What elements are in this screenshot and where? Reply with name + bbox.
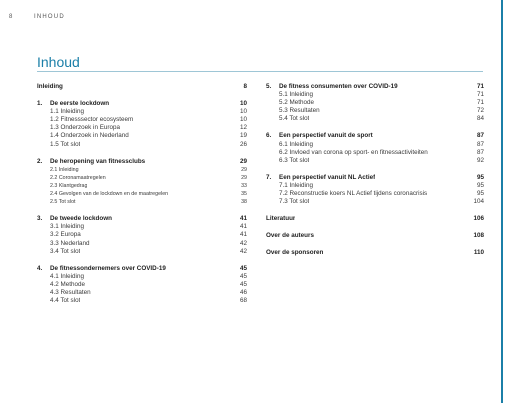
- toc-section: [266, 232, 484, 240]
- toc-section: [266, 174, 484, 206]
- toc-chapter-entry[interactable]: [37, 158, 247, 166]
- toc-subentry-label: 1.5 Tot slot: [50, 140, 81, 148]
- toc-subentry[interactable]: [37, 289, 247, 297]
- toc-subentry-label: 5.2 Methode: [279, 99, 315, 107]
- toc-chapter-entry[interactable]: [266, 249, 484, 257]
- toc-subentry[interactable]: [37, 281, 247, 289]
- toc-page-number: 8: [243, 83, 247, 90]
- toc-chapter-label: [37, 158, 145, 166]
- toc-chapter-title: Literatuur: [266, 215, 296, 223]
- toc-subentry-label: 5.3 Resultaten: [279, 107, 320, 115]
- toc-section: [266, 215, 484, 223]
- toc-subentry-label: 6.2 Invloed van corona op sport- en fitnessactiviteiten: [279, 148, 428, 156]
- toc-subentry-label: 7.1 Inleiding: [279, 181, 313, 189]
- toc-subentry[interactable]: [266, 182, 484, 190]
- toc-chapter-title: De tweede lockdown: [50, 215, 112, 223]
- toc-chapter-number: 2.: [37, 157, 43, 165]
- toc-chapter-entry[interactable]: [266, 132, 484, 140]
- toc-chapter-title: De eerste lockdown: [50, 100, 110, 108]
- toc-subentry[interactable]: [37, 231, 247, 239]
- toc-page-number: 12: [239, 124, 247, 132]
- toc-subentry-label: 2.1 Inleiding: [50, 166, 79, 173]
- toc-chapter-entry[interactable]: [37, 100, 247, 108]
- toc-chapter-title: Inleiding: [37, 83, 63, 90]
- toc-subentry-label: 4.4 Tot slot: [50, 297, 81, 305]
- toc-page-number: 45: [239, 264, 247, 272]
- toc-subentry[interactable]: [37, 248, 247, 256]
- toc-subentry-label: 5.4 Tot slot: [279, 115, 310, 123]
- toc-subentry[interactable]: [266, 141, 484, 149]
- toc-chapter-label: [266, 83, 398, 91]
- toc-section: [37, 83, 247, 91]
- toc-subentry[interactable]: [37, 174, 247, 182]
- toc-subentry[interactable]: [37, 297, 247, 305]
- toc-chapter-title: De fitnessondernemers over COVID-19: [50, 264, 166, 272]
- toc-subentry[interactable]: [266, 99, 484, 107]
- toc-chapter-label: [266, 132, 373, 140]
- toc-chapter-entry[interactable]: [37, 265, 247, 273]
- toc-chapter-label: [37, 100, 109, 108]
- toc-page-number: 106: [473, 215, 484, 223]
- toc-chapter-title: De heropening van fitnessclubs: [50, 157, 146, 165]
- toc-section: [37, 215, 247, 255]
- toc-chapter-title: De fitness consumenten over COVID-19: [279, 83, 398, 90]
- toc-chapter-label: [266, 232, 314, 240]
- toc-chapter-label: [266, 215, 295, 223]
- toc-subentry[interactable]: [37, 132, 247, 140]
- toc-page-number: 71: [476, 83, 484, 90]
- toc-subentry-label: 6.1 Inleiding: [279, 140, 313, 148]
- toc-page-number: 92: [476, 156, 484, 164]
- toc-page-number: 10: [239, 108, 247, 116]
- toc-page-number: 10: [239, 100, 247, 108]
- toc-subentry-label: 3.2 Europa: [50, 231, 81, 239]
- running-header: [9, 14, 65, 20]
- toc-subentry-label: 3.4 Tot slot: [50, 247, 81, 255]
- toc-subentry[interactable]: [37, 240, 247, 248]
- toc-subentry-label: 1.1 Inleiding: [50, 108, 84, 116]
- toc-chapter-number: 6.: [266, 132, 272, 140]
- toc-page-number: 71: [476, 99, 484, 107]
- toc-page-number: 41: [239, 223, 247, 231]
- toc-chapter-label: [266, 249, 323, 257]
- toc-subentry-label: 3.3 Nederland: [50, 239, 90, 247]
- toc-subentry[interactable]: [37, 223, 247, 231]
- toc-subentry-label: 2.4 Gevolgen van de lockdown en de maatregelen: [50, 191, 169, 198]
- toc-subentry[interactable]: [266, 107, 484, 115]
- toc-page-number: 95: [476, 190, 484, 198]
- toc-page-number: 26: [239, 140, 247, 148]
- toc-subentry-label: 4.1 Inleiding: [50, 272, 84, 280]
- toc-page-number: 110: [473, 249, 484, 257]
- toc-subentry[interactable]: [37, 141, 247, 149]
- toc-section: [266, 249, 484, 257]
- toc-chapter-number: 4.: [37, 264, 43, 272]
- toc-subentry-label: 1.2 Fitnesssector ecosysteem: [50, 116, 134, 124]
- toc-page-number: 108: [473, 232, 484, 240]
- toc-subentry-label: 1.3 Onderzoek in Europa: [50, 124, 121, 132]
- toc-chapter-entry[interactable]: [266, 174, 484, 182]
- toc-page-number: 41: [239, 215, 247, 223]
- toc-section: [37, 100, 247, 149]
- toc-chapter-entry[interactable]: [266, 83, 484, 91]
- toc-chapter-title: Over de auteurs: [266, 232, 314, 240]
- running-title: INHOUD: [34, 14, 65, 20]
- toc-chapter-entry[interactable]: [37, 215, 247, 223]
- toc-subentry[interactable]: [266, 149, 484, 157]
- toc-subentry[interactable]: [37, 108, 247, 116]
- toc-page-number: 29: [241, 174, 247, 181]
- toc-page-number: 45: [239, 272, 247, 280]
- toc-chapter-label: [266, 174, 375, 182]
- toc-chapter-entry[interactable]: [266, 232, 484, 240]
- toc-subentry[interactable]: [37, 182, 247, 190]
- toc-page-number: 33: [241, 182, 247, 189]
- toc-section: [37, 265, 247, 305]
- toc-chapter-number: 3.: [37, 215, 43, 223]
- toc-chapter-number: 7.: [266, 173, 272, 181]
- toc-subentry-label: 2.2 Coronamaatregelen: [50, 174, 106, 181]
- toc-chapter-label: [37, 215, 112, 223]
- toc-chapter-entry[interactable]: [37, 83, 247, 91]
- toc-page-number: 84: [476, 115, 484, 123]
- toc-page-number: 72: [476, 107, 484, 115]
- toc-chapter-title: Een perspectief vanuit de sport: [279, 132, 373, 140]
- toc-page-number: 104: [473, 198, 484, 206]
- toc-subentry-label: 3.1 Inleiding: [50, 223, 84, 231]
- toc-chapter-number: 5.: [266, 83, 272, 90]
- page-title: Inhoud: [37, 54, 80, 70]
- toc-page-number: 29: [239, 157, 247, 165]
- toc-subentry-label: 7.2 Reconstructie koers NL Actief tijdens coronacrisis: [279, 190, 428, 198]
- toc-chapter-title: Een perspectief vanuit NL Actief: [279, 173, 376, 181]
- toc-subentry-label: 4.2 Methode: [50, 280, 86, 288]
- toc-subentry[interactable]: [266, 198, 484, 206]
- toc-section: [266, 132, 484, 164]
- page-edge-stripe: [501, 0, 503, 403]
- toc-page-number: 71: [476, 91, 484, 99]
- toc-subentry[interactable]: [266, 190, 484, 198]
- page-number: 8: [9, 14, 14, 20]
- toc-section: [37, 158, 247, 207]
- toc-chapter-label: [37, 265, 166, 273]
- toc-page-number: 35: [241, 191, 247, 198]
- toc-page-number: 42: [239, 239, 247, 247]
- toc-subentry[interactable]: [37, 190, 247, 198]
- toc-page-number: 10: [239, 116, 247, 124]
- toc-left-column: [37, 83, 247, 314]
- toc-page-number: 19: [239, 132, 247, 140]
- toc-page-number: 42: [239, 247, 247, 255]
- toc-page-number: 95: [476, 181, 484, 189]
- toc-subentry[interactable]: [37, 166, 247, 174]
- toc-page-number: 87: [476, 148, 484, 156]
- toc-page-number: 29: [241, 166, 247, 173]
- toc-section: [266, 83, 484, 123]
- toc-page-number: 46: [239, 288, 247, 296]
- toc-right-column: [266, 83, 484, 267]
- toc-subentry-label: 2.3 Klantgedrag: [50, 182, 88, 189]
- toc-page-number: 87: [476, 140, 484, 148]
- toc-subentry-label: 1.4 Onderzoek in Nederland: [50, 132, 129, 140]
- toc-page-number: 38: [241, 199, 247, 206]
- toc-page-number: 95: [476, 173, 484, 181]
- toc-page-number: 41: [239, 231, 247, 239]
- toc-page-number: 87: [476, 132, 484, 140]
- toc-subentry-label: 6.3 Tot slot: [279, 156, 310, 164]
- toc-subentry[interactable]: [266, 91, 484, 99]
- toc-chapter-entry[interactable]: [266, 215, 484, 223]
- toc-page-number: 45: [239, 280, 247, 288]
- toc-subentry[interactable]: [37, 198, 247, 206]
- toc-subentry-label: 5.1 Inleiding: [279, 91, 313, 99]
- toc-subentry[interactable]: [37, 124, 247, 132]
- toc-subentry[interactable]: [37, 273, 247, 281]
- toc-chapter-number: 1.: [37, 100, 43, 108]
- toc-chapter-label: [37, 83, 63, 91]
- toc-subentry[interactable]: [266, 115, 484, 123]
- toc-subentry-label: 2.5 Tot slot: [50, 199, 76, 206]
- toc-subentry[interactable]: [266, 157, 484, 165]
- title-divider: [37, 71, 483, 72]
- toc-subentry-label: 7.3 Tot slot: [279, 198, 310, 206]
- toc-chapter-title: Over de sponsoren: [266, 249, 324, 257]
- toc-page-number: 68: [239, 297, 247, 305]
- toc-subentry[interactable]: [37, 116, 247, 124]
- toc-subentry-label: 4.3 Resultaten: [50, 288, 91, 296]
